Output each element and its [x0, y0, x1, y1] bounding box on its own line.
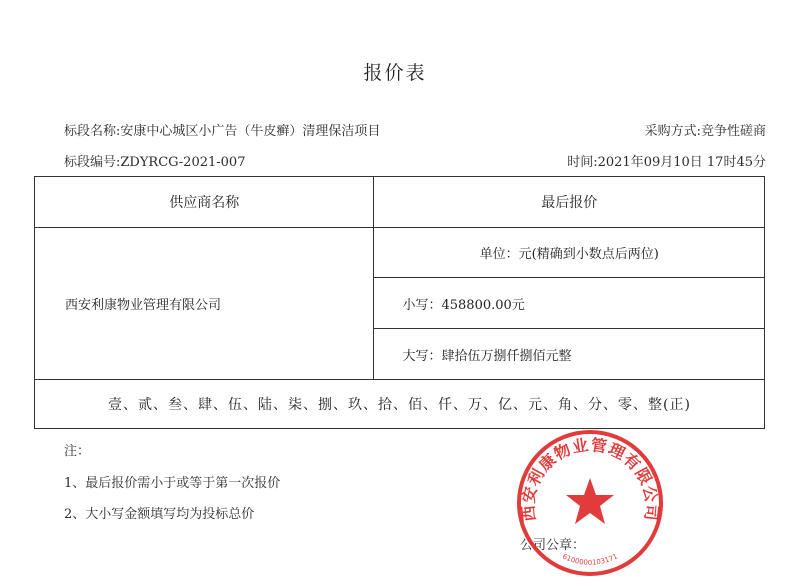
- seal-star-icon: [566, 478, 614, 524]
- header-supplier: 供应商名称: [35, 177, 374, 228]
- supplier-name: 西安利康物业管理有限公司: [35, 228, 374, 380]
- note-item: 2、大小写金额填写均为投标总价: [64, 507, 255, 522]
- quote-table: [34, 176, 765, 429]
- amount-small: 小写：458800.00元: [374, 278, 765, 329]
- company-seal-icon: [515, 428, 665, 578]
- table-header-row: [35, 177, 765, 228]
- svg-text:6100000103171: [561, 552, 619, 566]
- project-name: 标段名称:安康中心城区小广告（牛皮癣）清理保洁项目: [64, 124, 381, 139]
- amount-big: 大写：肆拾伍万捌仟捌佰元整: [374, 329, 765, 380]
- note-item: 1、最后报价需小于或等于第一次报价: [64, 476, 281, 491]
- quote-time: 时间:2021年09月10日 17时45分: [567, 155, 766, 170]
- price-unit: 单位：元(精确到小数点后两位): [374, 228, 765, 278]
- seal-code-text: 6100000103171: [561, 552, 619, 567]
- section-code: 标段编号:ZDYRCG-2021-007: [64, 155, 246, 170]
- notes-label: 注：: [64, 444, 91, 459]
- chinese-numerals-reference: 壹、贰、叁、肆、伍、陆、柒、捌、玖、拾、佰、仟、万、亿、元、角、分、零、整(正): [35, 380, 765, 429]
- page-title: 报价表: [363, 62, 427, 84]
- table-row: [35, 380, 765, 429]
- table-row: [35, 228, 765, 278]
- procurement-method: 采购方式:竞争性磋商: [644, 124, 766, 139]
- header-price: 最后报价: [374, 177, 765, 228]
- seal-name-text: 西安利康物业管理有限公司: [518, 435, 662, 523]
- seal-label: 公司公章：: [520, 538, 586, 553]
